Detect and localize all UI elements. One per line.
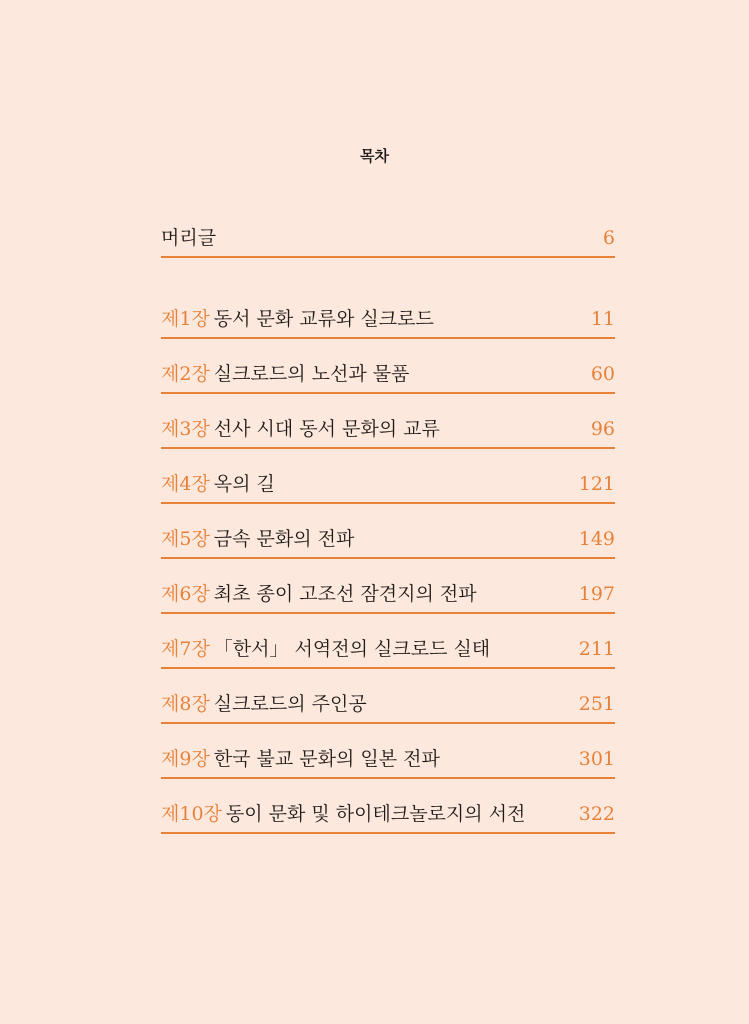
toc-row-chapter-2[interactable] (161, 354, 615, 394)
toc-row-chapter-5[interactable] (161, 519, 615, 559)
chapter-title: 동서 문화 교류와 실크로드 (213, 308, 434, 330)
chapter-title: 동이 문화 및 하이테크놀로지의 서전 (225, 803, 526, 825)
chapter-title: 실크로드의 주인공 (213, 693, 367, 715)
chapter-title: 금속 문화의 전파 (213, 528, 355, 550)
toc-row-chapter-4[interactable] (161, 464, 615, 504)
chapter-title: 옥의 길 (213, 473, 275, 495)
toc-row-chapter-9[interactable] (161, 739, 615, 779)
chapter-title: 최초 종이 고조선 잠견지의 전파 (213, 583, 477, 605)
chapter-page: 211 (578, 638, 615, 660)
chapter-page: 96 (590, 418, 615, 440)
chapter-page: 197 (578, 583, 615, 605)
chapter-title: 실크로드의 노선과 물품 (213, 363, 410, 385)
toc-row-preface[interactable] (161, 218, 615, 258)
chapter-title: 「한서」 서역전의 실크로드 실태 (213, 638, 491, 660)
chapter-number: 제9장 (161, 748, 210, 770)
preface-page: 6 (602, 227, 615, 249)
toc-row-chapter-7[interactable] (161, 629, 615, 669)
chapter-page: 301 (578, 748, 615, 770)
chapter-number: 제7장 (161, 638, 210, 660)
chapter-page: 251 (578, 693, 615, 715)
toc-row-chapter-10[interactable] (161, 794, 615, 834)
toc-heading: 목차 (360, 147, 389, 165)
toc-row-chapter-1[interactable] (161, 299, 615, 339)
toc-row-chapter-8[interactable] (161, 684, 615, 724)
toc-row-chapter-6[interactable] (161, 574, 615, 614)
chapter-number: 제8장 (161, 693, 210, 715)
chapter-page: 149 (578, 528, 615, 550)
chapter-page: 121 (578, 473, 615, 495)
chapter-title: 선사 시대 동서 문화의 교류 (213, 418, 440, 440)
chapter-number: 제10장 (161, 803, 222, 825)
chapter-number: 제5장 (161, 528, 210, 550)
chapter-number: 제4장 (161, 473, 210, 495)
toc-row-chapter-3[interactable] (161, 409, 615, 449)
chapter-number: 제6장 (161, 583, 210, 605)
chapter-number: 제1장 (161, 308, 210, 330)
preface-title: 머리글 (161, 227, 217, 249)
chapter-title: 한국 불교 문화의 일본 전파 (213, 748, 440, 770)
chapter-page: 60 (590, 363, 615, 385)
chapter-page: 11 (590, 308, 615, 330)
chapter-number: 제3장 (161, 418, 210, 440)
chapter-number: 제2장 (161, 363, 210, 385)
chapter-page: 322 (578, 803, 615, 825)
